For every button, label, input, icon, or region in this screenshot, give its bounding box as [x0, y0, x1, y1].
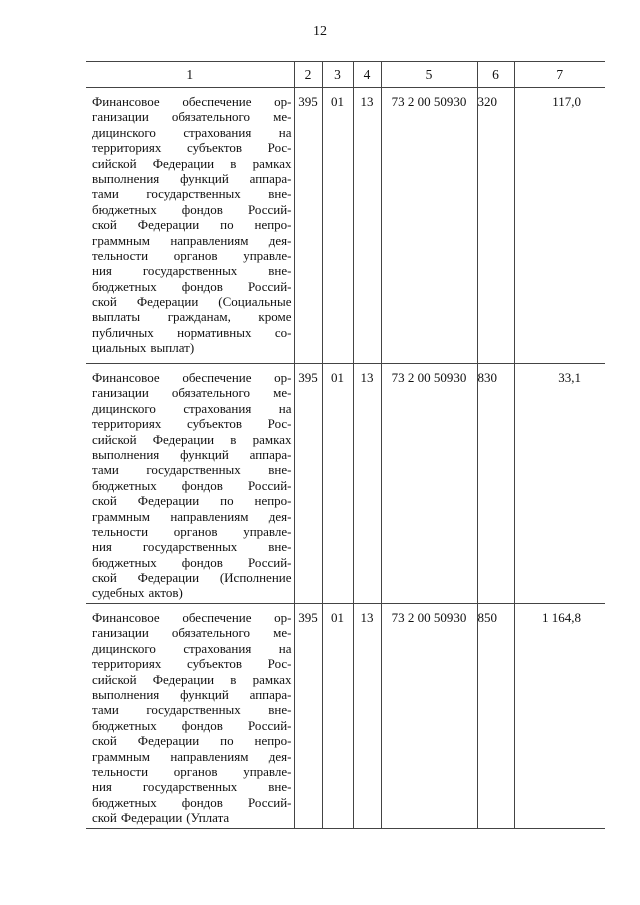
- description-line: ганизации обязательного ме-: [92, 625, 292, 641]
- description-line: циальных выплат): [92, 340, 195, 356]
- description-line: ской Федерации (Исполнение: [92, 570, 292, 586]
- ministry-code-cell: 395: [294, 604, 322, 829]
- section-cell: 01: [322, 88, 353, 364]
- column-header: 2: [294, 62, 322, 88]
- expense-type-cell: 830: [477, 364, 514, 604]
- description-line: сийской Федерации в рамках: [92, 431, 292, 447]
- ministry-code-cell: 395: [294, 88, 322, 364]
- description-line: выполнения функций аппара-: [92, 170, 292, 186]
- description-line: сийской Федерации в рамках: [92, 155, 292, 171]
- description-line: Финансовое обеспечение ор-: [92, 370, 292, 385]
- expense-description: [86, 88, 294, 364]
- subsection-cell: 13: [353, 364, 381, 604]
- table-row: [86, 364, 605, 604]
- table-row: [86, 88, 605, 364]
- amount-cell: 33,1: [514, 364, 605, 604]
- description-line: тельности органов управле-: [92, 763, 292, 779]
- description-line: территориях субъектов Рос-: [92, 656, 292, 672]
- column-header: 1: [86, 62, 294, 88]
- description-line: ганизации обязательного ме-: [92, 385, 292, 401]
- description-line: выполнения функций аппара-: [92, 446, 292, 462]
- description-line: территориях субъектов Рос-: [92, 140, 292, 156]
- description-line: бюджетных фондов Россий-: [92, 554, 292, 570]
- description-line: Финансовое обеспечение ор-: [92, 94, 292, 109]
- description-line: ния государственных вне-: [92, 263, 292, 279]
- description-line: дицинского страхования на: [92, 124, 292, 140]
- description-line: бюджетных фондов Россий-: [92, 717, 292, 733]
- section-cell: 01: [322, 604, 353, 829]
- description-line: граммным направлениям дея-: [92, 508, 292, 524]
- description-line: граммным направлениям дея-: [92, 232, 292, 248]
- description-line: публичных нормативных со-: [92, 324, 292, 340]
- column-header: 5: [381, 62, 477, 88]
- description-line: Финансовое обеспечение ор-: [92, 610, 292, 625]
- section-cell: 01: [322, 364, 353, 604]
- description-line: территориях субъектов Рос-: [92, 416, 292, 432]
- description-line: бюджетных фондов Россий-: [92, 794, 292, 810]
- column-header: 7: [514, 62, 605, 88]
- target-item-cell: 73 2 00 50930: [381, 364, 477, 604]
- subsection-cell: 13: [353, 88, 381, 364]
- description-line: тами государственных вне-: [92, 186, 292, 202]
- description-line: сийской Федерации в рамках: [92, 671, 292, 687]
- target-item-cell: 73 2 00 50930: [381, 88, 477, 364]
- expense-type-cell: 320: [477, 88, 514, 364]
- ministry-code-cell: 395: [294, 364, 322, 604]
- amount-cell: 117,0: [514, 88, 605, 364]
- description-line: бюджетных фондов Россий-: [92, 278, 292, 294]
- description-line: ской Федерации по непро-: [92, 493, 292, 509]
- description-line: ния государственных вне-: [92, 539, 292, 555]
- subsection-cell: 13: [353, 604, 381, 829]
- description-line: тельности органов управле-: [92, 247, 292, 263]
- description-line: судебных актов): [92, 585, 183, 601]
- description-line: граммным направлениям дея-: [92, 748, 292, 764]
- column-header: 6: [477, 62, 514, 88]
- budget-table: [86, 61, 605, 829]
- description-line: бюджетных фондов Россий-: [92, 477, 292, 493]
- table-row: [86, 604, 605, 829]
- column-header: 4: [353, 62, 381, 88]
- description-line: дицинского страхования на: [92, 400, 292, 416]
- description-line: дицинского страхования на: [92, 640, 292, 656]
- header-row: [86, 62, 605, 88]
- description-line: тельности органов управле-: [92, 523, 292, 539]
- page-number: 12: [313, 24, 327, 39]
- description-line: выплаты гражданам, кроме: [92, 309, 292, 325]
- description-line: тами государственных вне-: [92, 702, 292, 718]
- description-line: тами государственных вне-: [92, 462, 292, 478]
- expense-description: [86, 364, 294, 604]
- description-line: ской Федерации по непро-: [92, 733, 292, 749]
- description-line: ской Федерации по непро-: [92, 217, 292, 233]
- description-line: ганизации обязательного ме-: [92, 109, 292, 125]
- column-header: 3: [322, 62, 353, 88]
- description-line: ской Федерации (Социальные: [92, 294, 292, 310]
- description-line: бюджетных фондов Россий-: [92, 201, 292, 217]
- amount-cell: 1 164,8: [514, 604, 605, 829]
- description-line: выполнения функций аппара-: [92, 686, 292, 702]
- description-line: ния государственных вне-: [92, 779, 292, 795]
- description-line: ской Федерации (Уплата: [92, 810, 230, 826]
- expense-description: [86, 604, 294, 829]
- expense-type-cell: 850: [477, 604, 514, 829]
- target-item-cell: 73 2 00 50930: [381, 604, 477, 829]
